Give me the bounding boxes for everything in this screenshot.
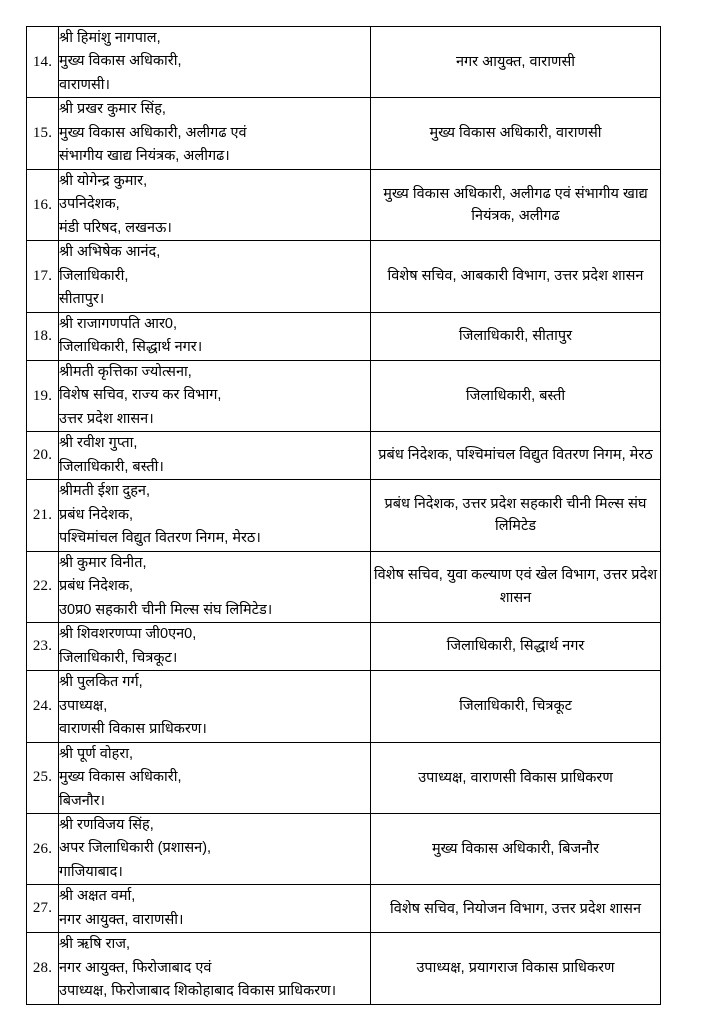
new-posting-text: जिलाधिकारी, चित्रकूट (459, 698, 572, 715)
new-posting-text: विशेष सचिव, नियोजन विभाग, उत्तर प्रदेश शासन (390, 900, 641, 917)
present-posting-cell (59, 169, 371, 240)
present-posting-line: जिलाधिकारी, बस्ती। (59, 458, 164, 475)
present-posting-line: अपर जिलाधिकारी (प्रशासन), (59, 840, 212, 857)
present-posting-cell (59, 813, 371, 884)
present-posting-cell (59, 742, 371, 813)
present-posting-line: नगर आयुक्त, वाराणसी। (59, 911, 184, 928)
table-body (27, 27, 661, 1005)
new-posting-text: मुख्य विकास अधिकारी, बिजनौर (431, 840, 600, 857)
present-posting-text (59, 241, 370, 311)
serial-number-cell: 26. (27, 813, 59, 884)
new-posting-cell (371, 885, 661, 933)
serial-number-cell: 19. (27, 360, 59, 431)
present-posting-line: नगर आयुक्त, फिरोजाबाद एवं (59, 959, 212, 976)
present-posting-text (59, 814, 370, 884)
serial-number-cell: 20. (27, 432, 59, 480)
table-row (27, 241, 661, 312)
present-posting-line: श्री शिवशरणप्पा जी0एन0, (59, 626, 197, 643)
serial-number-cell: 28. (27, 933, 59, 1004)
new-posting-text: नगर आयुक्त, वाराणसी (455, 53, 576, 70)
new-posting-cell (371, 432, 661, 480)
present-posting-line: मुख्य विकास अधिकारी, (59, 769, 182, 786)
present-posting-cell (59, 623, 371, 671)
present-posting-line: जिलाधिकारी, सिद्धार्थ नगर। (59, 339, 203, 356)
present-posting-line: श्री कुमार विनीत, (59, 554, 147, 571)
present-posting-cell (59, 241, 371, 312)
new-posting-cell (371, 98, 661, 169)
present-posting-cell (59, 933, 371, 1004)
serial-number-cell: 24. (27, 671, 59, 742)
present-posting-line: मुख्य विकास अधिकारी, (59, 53, 182, 70)
present-posting-text (59, 313, 370, 360)
new-posting-cell (371, 551, 661, 622)
serial-number-cell: 25. (27, 742, 59, 813)
present-posting-line: प्रबंध निदेशक, (59, 578, 134, 595)
present-posting-cell (59, 98, 371, 169)
present-posting-line: श्री रणविजय सिंह, (59, 816, 154, 833)
present-posting-text (59, 480, 370, 550)
new-posting-text: विशेष सचिव, आबकारी विभाग, उत्तर प्रदेश शासन (387, 268, 644, 285)
table-row (27, 885, 661, 933)
present-posting-line: वाराणसी विकास प्राधिकरण। (59, 721, 207, 738)
new-posting-text: विशेष सचिव, युवा कल्याण एवं खेल विभाग, उत्तर प्रदेश शासन (373, 567, 658, 606)
present-posting-line: श्री अक्षत वर्मा, (59, 888, 136, 905)
table-row (27, 671, 661, 742)
new-posting-text: जिलाधिकारी, बस्ती (465, 387, 566, 404)
officer-posting-table (26, 26, 661, 1005)
table-row (27, 742, 661, 813)
present-posting-line: श्री अभिषेक आनंद, (59, 244, 161, 261)
serial-number-cell: 18. (27, 312, 59, 360)
present-posting-line: उपाध्यक्ष, फिरोजाबाद शिकोहाबाद विकास प्राधिकरण। (59, 983, 337, 1000)
present-posting-line: गाजियाबाद। (59, 863, 123, 880)
present-posting-line: प्रबंध निदेशक, (59, 506, 134, 523)
present-posting-text (59, 27, 370, 97)
new-posting-text: मुख्य विकास अधिकारी, अलीगढ एवं संभागीय खाद्य नियंत्रक, अलीगढ (383, 185, 648, 225)
present-posting-text (59, 743, 370, 813)
new-posting-cell (371, 671, 661, 742)
present-posting-line: जिलाधिकारी, चित्रकूट। (59, 649, 178, 666)
present-posting-text (59, 170, 370, 240)
present-posting-text (59, 361, 370, 431)
present-posting-line: श्री प्रखर कुमार सिंह, (59, 101, 166, 118)
serial-number-cell: 15. (27, 98, 59, 169)
table-row (27, 169, 661, 240)
new-posting-cell (371, 742, 661, 813)
present-posting-line: श्री पुलकित गर्ग, (59, 674, 143, 691)
present-posting-line: श्री ऋषि राज, (59, 936, 131, 953)
present-posting-line: बिजनौर। (59, 792, 106, 809)
present-posting-line: श्रीमती ईशा दुहन, (59, 483, 150, 500)
present-posting-text (59, 552, 370, 622)
present-posting-cell (59, 360, 371, 431)
new-posting-text: मुख्य विकास अधिकारी, वाराणसी (429, 125, 602, 142)
present-posting-line: उ0प्र0 सहकारी चीनी मिल्स संघ लिमिटेड। (59, 601, 273, 618)
present-posting-line: उत्तर प्रदेश शासन। (59, 410, 154, 427)
serial-number-cell: 23. (27, 623, 59, 671)
present-posting-cell (59, 312, 371, 360)
present-posting-line: विशेष सचिव, राज्य कर विभाग, (59, 387, 222, 404)
new-posting-text: उपाध्यक्ष, वाराणसी विकास प्राधिकरण (418, 769, 613, 786)
new-posting-cell (371, 623, 661, 671)
present-posting-line: श्री राजागणपति आर0, (59, 315, 178, 332)
new-posting-text: जिलाधिकारी, सीतापुर (458, 328, 573, 345)
present-posting-text (59, 885, 370, 932)
present-posting-text (59, 933, 370, 1003)
new-posting-cell (371, 933, 661, 1004)
new-posting-cell (371, 169, 661, 240)
table-row (27, 933, 661, 1004)
new-posting-text: उपाध्यक्ष, प्रयागराज विकास प्राधिकरण (416, 960, 615, 977)
present-posting-line: सीतापुर। (59, 291, 105, 308)
table-row (27, 813, 661, 884)
present-posting-line: मंडी परिषद, लखनऊ। (59, 219, 172, 236)
serial-number-cell: 27. (27, 885, 59, 933)
new-posting-text: जिलाधिकारी, सिद्धार्थ नगर (446, 638, 585, 655)
present-posting-line: श्रीमती कृत्तिका ज्योत्सना, (59, 363, 192, 380)
present-posting-text (59, 623, 370, 670)
present-posting-line: वाराणसी। (59, 76, 111, 93)
present-posting-line: श्री पूर्ण वोहरा, (59, 745, 134, 762)
present-posting-line: उपनिदेशक, (59, 196, 120, 213)
serial-number-cell: 21. (27, 480, 59, 551)
present-posting-text (59, 432, 370, 479)
new-posting-text: प्रबंध निदेशक, उत्तर प्रदेश सहकारी चीनी मिल्स संघ लिमिटेड (384, 495, 647, 535)
present-posting-line: श्री रवीश गुप्ता, (59, 435, 138, 452)
table-row (27, 623, 661, 671)
serial-number-cell: 17. (27, 241, 59, 312)
serial-number-cell: 22. (27, 551, 59, 622)
table-row (27, 360, 661, 431)
present-posting-line: श्री हिमांशु नागपाल, (59, 30, 161, 46)
present-posting-text (59, 671, 370, 741)
new-posting-cell (371, 813, 661, 884)
present-posting-line: मुख्य विकास अधिकारी, अलीगढ एवं (59, 124, 247, 141)
present-posting-line: उपाध्यक्ष, (59, 697, 108, 714)
new-posting-cell (371, 480, 661, 551)
present-posting-cell (59, 885, 371, 933)
new-posting-text: प्रबंध निदेशक, पश्चिमांचल विद्युत वितरण निगम, मेरठ (378, 447, 653, 464)
table-row (27, 432, 661, 480)
present-posting-line: संभागीय खाद्य नियंत्रक, अलीगढ। (59, 148, 230, 165)
present-posting-line: श्री योगेन्द्र कुमार, (59, 172, 148, 189)
table-row (27, 27, 661, 98)
new-posting-cell (371, 241, 661, 312)
present-posting-cell (59, 480, 371, 551)
new-posting-cell (371, 360, 661, 431)
new-posting-cell (371, 312, 661, 360)
serial-number-cell: 16. (27, 169, 59, 240)
table-row (27, 480, 661, 551)
present-posting-cell (59, 432, 371, 480)
new-posting-cell (371, 27, 661, 98)
present-posting-cell (59, 27, 371, 98)
table-row (27, 551, 661, 622)
present-posting-line: पश्चिमांचल विद्युत वितरण निगम, मेरठ। (59, 530, 261, 547)
present-posting-cell (59, 551, 371, 622)
serial-number-cell: 14. (27, 27, 59, 98)
present-posting-line: जिलाधिकारी, (59, 267, 129, 284)
present-posting-cell (59, 671, 371, 742)
table-row (27, 98, 661, 169)
table-row (27, 312, 661, 360)
present-posting-text (59, 98, 370, 168)
